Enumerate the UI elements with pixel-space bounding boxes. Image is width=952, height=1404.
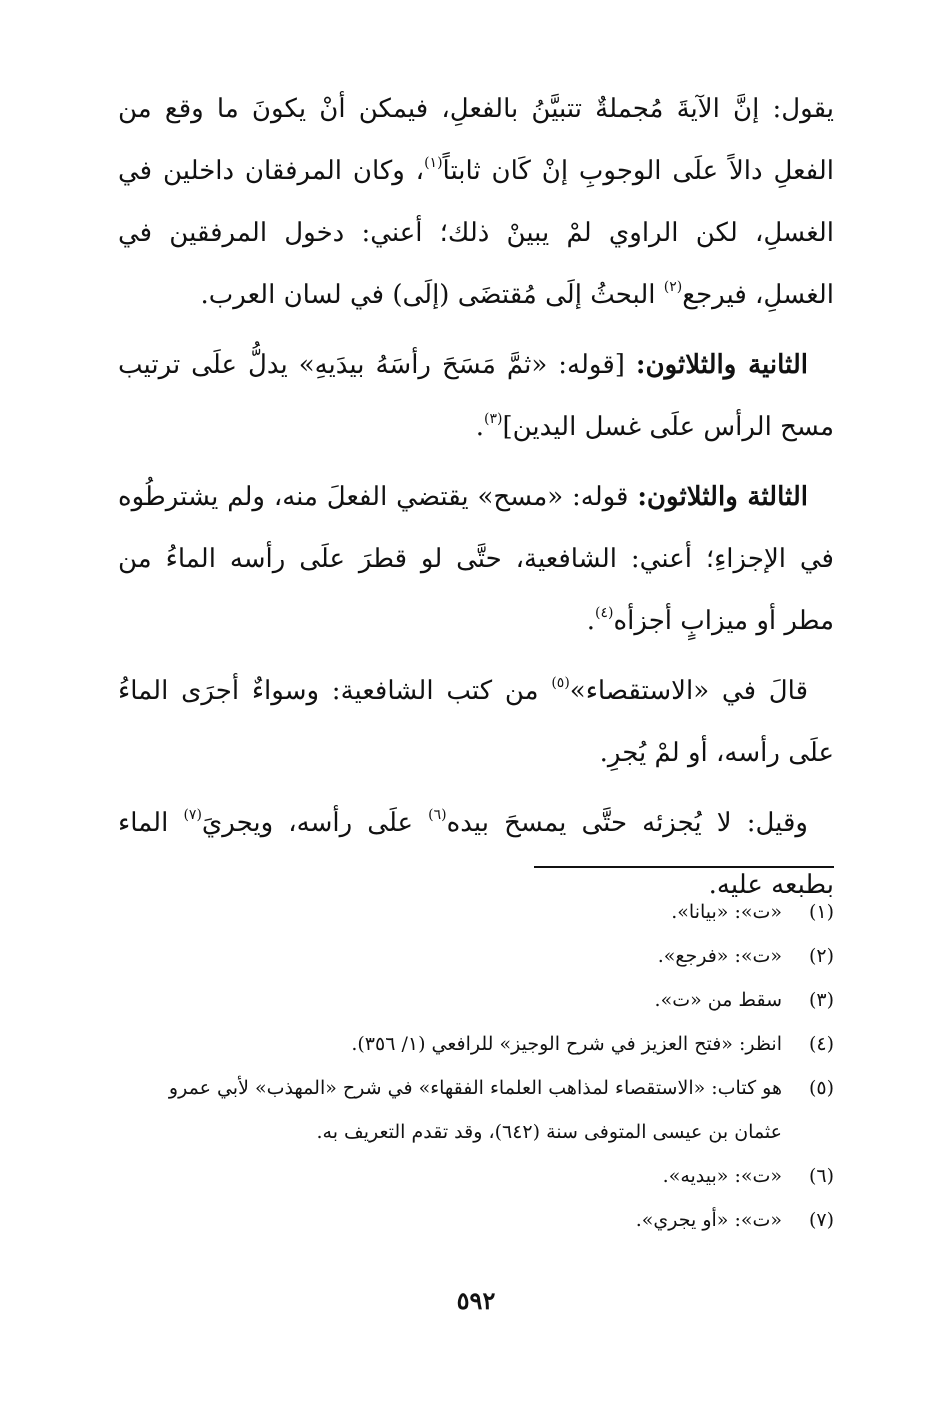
paragraph-1 — [118, 78, 834, 326]
paragraph-3-heading: الثالثة والثلاثون: — [637, 482, 808, 512]
paragraph-5-text-b: علَى رأسه، ويجريَ — [201, 808, 429, 838]
footnote-text: سقط من «ت». — [654, 989, 782, 1011]
paragraph-2-text-b: . — [475, 412, 485, 442]
paragraph-4-text-b: من كتب الشافعية: وسواءٌ أجرَى الماءُ علَى رأسه، أو لمْ يُجرِ. — [118, 676, 834, 768]
footnote-ref-5: (٥) — [551, 675, 570, 692]
paragraph-4 — [118, 660, 834, 784]
paragraph-2-text-a: [قوله: «ثمَّ مَسَحَ رأسَهُ بيدَيهِ» يدلُّ علَى ترتيب مسح الرأس علَى غسل اليدين] — [118, 350, 834, 442]
paragraph-2-heading: الثانية والثلاثون: — [635, 350, 809, 380]
footnote-number: (٧) — [808, 1209, 834, 1231]
paragraph-1-text-c: البحثُ إلَى مُقتضَى (إلَى) في لسان العرب. — [200, 280, 664, 310]
footnote-item — [118, 1066, 834, 1154]
paragraph-4-text-a: قالَ في «الاستقصاء» — [569, 676, 808, 706]
footnote-text: «ت»: «فرجع». — [657, 945, 782, 967]
paragraph-1-text-a: يقول: إنَّ الآيةَ مُجملةٌ تتبيَّنُ بالفعلِ، فيمكن أنْ يكونَ ما وقع من الفعلِ دالاً علَى الوجوبِ إنْ كَان ثابتاً — [118, 94, 834, 186]
footnote-text: «ت»: «بيانا». — [671, 901, 782, 923]
footnote-number: (٣) — [808, 989, 834, 1011]
footnote-number: (٥) — [808, 1077, 834, 1099]
footnote-item — [118, 1198, 834, 1242]
footnote-number: (٦) — [808, 1165, 834, 1187]
footnote-item — [118, 1022, 834, 1066]
footnote-text: هو كتاب: «الاستقصاء لمذاهب العلماء الفقهاء» في شرح «المهذب» لأبي عمرو عثمان بن عيسى المتوفى سنة (٦٤٢)، وقد تقدم التعريف به. — [168, 1077, 782, 1143]
paragraph-3-text-a: قوله: «مسح» يقتضي الفعلَ منه، ولم يشترطُوه في الإجزاءِ؛ أعني: الشافعية، حتَّى لو قطرَ علَى رأسه الماءُ من مطر أو ميزابٍ أجزأه — [118, 482, 834, 636]
footnote-ref-1: (١) — [424, 155, 443, 172]
footnotes — [118, 890, 834, 1242]
footnote-item — [118, 1154, 834, 1198]
footnote-number: (٤) — [808, 1033, 834, 1055]
paragraph-5-text-a: وقيل: لا يُجزئه حتَّى يمسحَ بيده — [446, 808, 808, 838]
footnote-text: «ت»: «أو يجري». — [635, 1209, 782, 1231]
paragraph-2 — [118, 334, 834, 458]
footnote-item — [118, 890, 834, 934]
paragraph-1-text-b: ، وكان المرفقان داخلين في الغسلِ، لكن الراوي لمْ يبينْ ذلك؛ أعني: دخول المرفقين في الغسلِ، فيرجع — [118, 156, 834, 310]
paragraph-5-text-c: الماء بطبعه عليه. — [118, 808, 834, 900]
paragraph-3 — [118, 466, 834, 652]
footnote-ref-4: (٤) — [595, 605, 614, 622]
footnote-item — [118, 978, 834, 1022]
footnote-number: (١) — [808, 901, 834, 923]
footnote-divider — [534, 866, 834, 868]
main-text — [118, 78, 834, 916]
footnote-text: «ت»: «بيديه». — [662, 1165, 782, 1187]
footnote-number: (٢) — [808, 945, 834, 967]
footnote-ref-7: (٧) — [183, 807, 202, 824]
footnote-ref-3: (٣) — [484, 411, 503, 428]
footnote-item — [118, 934, 834, 978]
page-number: ٥٩٢ — [456, 1286, 496, 1315]
paragraph-3-text-b: . — [586, 606, 596, 636]
footnote-text: انظر: «فتح العزيز في شرح الوجيز» للرافعي (١/ ٣٥٦). — [351, 1033, 782, 1055]
footnote-ref-6: (٦) — [428, 807, 447, 824]
footnote-ref-2: (٢) — [663, 279, 683, 296]
